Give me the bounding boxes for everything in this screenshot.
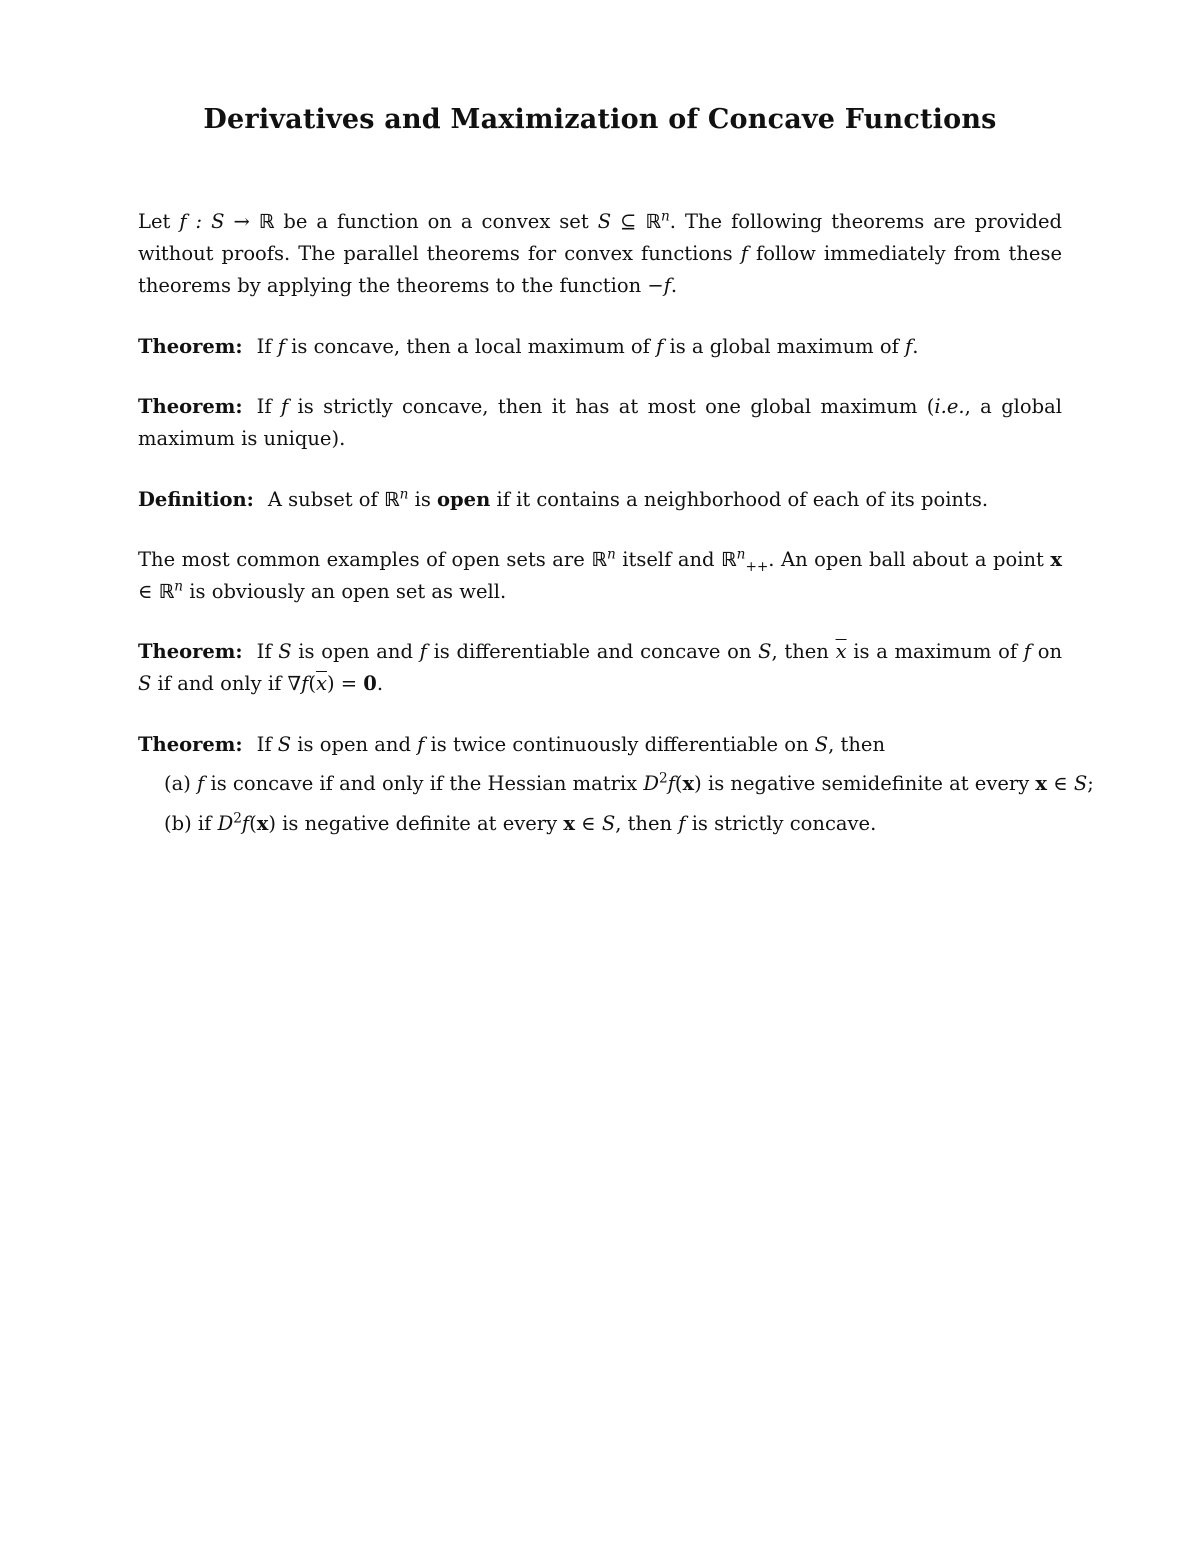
theorem-label: Theorem: [138, 395, 243, 418]
defined-term: open [437, 488, 491, 511]
list-item-b: (b) if $D^2f(x)$ is negative definite at every x ∈ S, then f is strictly concave. [164, 810, 877, 835]
list-item-a: (a) f is concave if and only if the Hessian matrix $D^2f(x)$ is negative semidefinite at every x ∈ S; [164, 770, 1094, 795]
x-bar-symbol: $\overline{x}$ [835, 640, 847, 663]
theorem-local-global-maximum: Theorem: If f is concave, then a local maximum of f is a global maximum of f. [138, 335, 919, 358]
reals-symbol: ℝ [258, 210, 275, 233]
intro-paragraph: Let f : S → ℝ be a function on a convex set S ⊆ ℝ$^n$. The following theorems are provided without proofs. The parallel theorems for convex functions f follow immediately from these theorems by applying the theorems to the function −f. [138, 208, 1063, 297]
theorem-label: Theorem: [138, 335, 243, 358]
theorem-hessian-items [164, 764, 1094, 844]
theorem-label: Theorem: [138, 640, 243, 663]
theorem-hessian-condition: Theorem: If S is open and f is twice continuously differentiable on S, then [138, 733, 886, 756]
theorem-first-order-condition: Theorem: If S is open and f is differentiable and concave on S, then $\overline{x}$ is a maximum of f on S if and only if $\nabla f(\overline{x}) = 0$. [138, 640, 1062, 695]
page-title: Derivatives and Maximization of Concave Functions [203, 104, 997, 135]
theorem-unique-maximum: Theorem: If f is strictly concave, then it has at most one global maximum (i.e., a global maximum is unique). [138, 395, 1062, 450]
theorem-label: Theorem: [138, 733, 243, 756]
definition-label: Definition: [138, 488, 254, 511]
open-set-examples: The most common examples of open sets are ℝ$^n$ itself and ℝ$^n_{++}$. An open ball about a point x ∈ ℝ$^n$ is obviously an open set as well. [138, 546, 1062, 603]
definition-open-set: Definition: A subset of ℝ$^n$ is open if it contains a neighborhood of each of its points. [138, 486, 989, 511]
